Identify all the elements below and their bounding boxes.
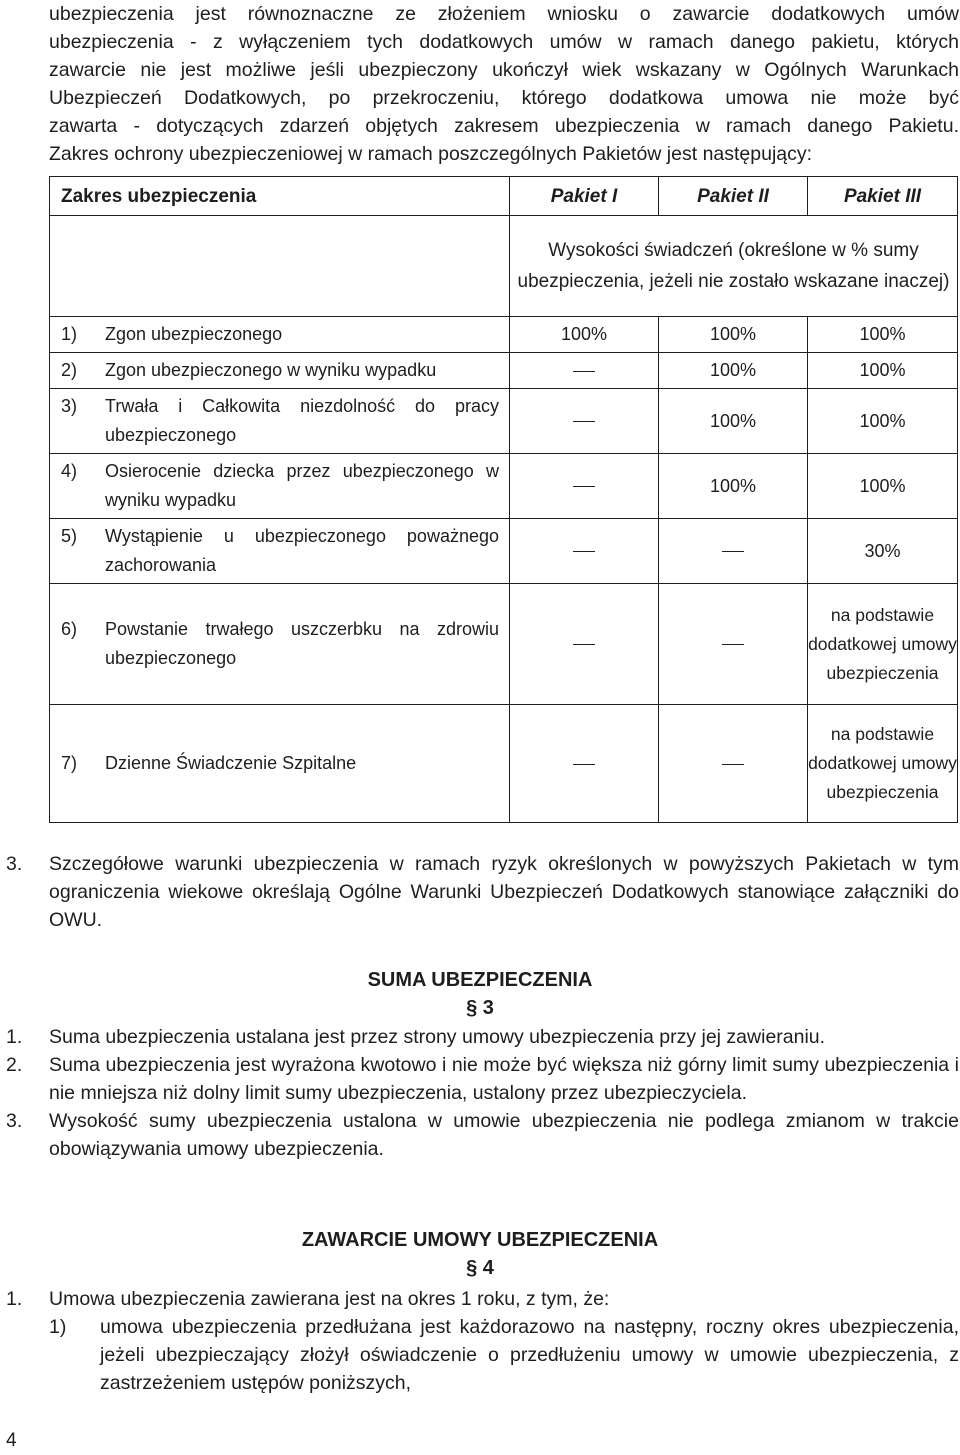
item-text: Wysokość sumy ubezpieczenia ustalona w umowie ubezpieczenia nie podlega zmianom w trakcie obowiązywania umowy ubezpieczenia. — [49, 1110, 959, 1160]
value-cell: 100% — [659, 353, 808, 389]
table-row — [50, 317, 958, 353]
row-label: Powstanie trwałego uszczerbku na zdrowiu ubezpieczonego — [105, 619, 499, 668]
item-number: 1. — [6, 1288, 23, 1310]
dash-cell — [510, 454, 659, 519]
value-cell: 100% — [808, 317, 958, 353]
intro-line: Ubezpieczeń Dodatkowych, po przekroczeniu, którego dodatkowa umowa nie może być — [49, 87, 959, 109]
row-label: Trwała i Całkowita niezdolność do pracy ubezpieczonego — [105, 396, 499, 445]
dash-cell — [659, 519, 808, 584]
dash-mark — [722, 551, 744, 552]
empty-cell — [50, 216, 510, 317]
table-row — [50, 584, 958, 705]
dash-cell — [659, 584, 808, 705]
row-label: Zgon ubezpieczonego w wyniku wypadku — [105, 360, 437, 380]
dash-cell — [510, 519, 659, 584]
page-number: 4 — [6, 1430, 17, 1451]
section-4-paragraph: § 4 — [466, 1257, 494, 1279]
value-cell: 100% — [659, 454, 808, 519]
section-3-list — [0, 1023, 960, 1163]
dash-mark — [573, 486, 595, 487]
dash-mark — [722, 644, 744, 645]
value-cell: 100% — [510, 317, 659, 353]
table-header-row — [50, 177, 958, 216]
list-item — [0, 1023, 960, 1051]
item-number: 2. — [6, 1054, 23, 1076]
value-cell: 30% — [808, 519, 958, 584]
table-row — [50, 705, 958, 823]
row-label: Osierocenie dziecka przez ubezpieczonego w wyniku wypadku — [105, 461, 499, 510]
intro-line: ubezpieczenia jest równoznaczne ze złożeniem wniosku o zawarcie dodatkowych umów — [49, 3, 959, 25]
sub-item-number: 1) — [49, 1316, 67, 1338]
section-4-list — [0, 1285, 960, 1397]
dash-mark — [573, 421, 595, 422]
row-number: 7) — [61, 753, 78, 773]
section-4-title: ZAWARCIE UMOWY UBEZPIECZENIA — [301, 1229, 659, 1251]
table-note-row — [50, 216, 958, 317]
benefit-note: Wysokości świadczeń (określone w % sumy ubezpieczenia, jeżeli nie zostało wskazane inaczej) — [510, 216, 958, 317]
table-row — [50, 519, 958, 584]
dash-mark — [573, 551, 595, 552]
header-pakiet-3: Pakiet III — [808, 177, 958, 216]
intro-line: Zakres ochrony ubezpieczeniowej w ramach poszczególnych Pakietów jest następujący: — [49, 143, 813, 165]
row-number: 4) — [61, 461, 78, 481]
row-number: 1) — [61, 324, 78, 344]
dash-mark — [573, 764, 595, 765]
table-row — [50, 389, 958, 454]
dash-cell — [510, 705, 659, 823]
coverage-table — [49, 176, 958, 823]
item-text: Suma ubezpieczenia ustalana jest przez strony umowy ubezpieczenia przy jej zawieraniu. — [49, 1026, 826, 1048]
dash-mark — [722, 764, 744, 765]
row-label: Wystąpienie u ubezpieczonego poważnego zachorowania — [105, 526, 499, 575]
row-label: Zgon ubezpieczonego — [105, 324, 283, 344]
intro-line: ubezpieczenia - z wyłączeniem tych dodatkowych umów w ramach danego pakietu, których — [49, 31, 959, 53]
value-cell: 100% — [808, 389, 958, 454]
dash-cell — [510, 353, 659, 389]
dash-mark — [573, 371, 595, 372]
row-number: 2) — [61, 360, 78, 380]
sub-item — [0, 1313, 960, 1397]
header-pakiet-1: Pakiet I — [510, 177, 659, 216]
list-item — [0, 1051, 960, 1107]
intro-line: zawarta - dotyczących zdarzeń objętych zakresem ubezpieczenia w ramach danego Pakietu. — [49, 115, 959, 137]
item-text: Szczegółowe warunki ubezpieczenia w ramach ryzyk określonych w powyższych Pakietach w tym ograniczenia wiekowe określają Ogólne Warunki Ubezpieczeń Dodatkowych stanowiące załączniki do OWU. — [49, 853, 959, 931]
value-cell: 100% — [808, 454, 958, 519]
dash-mark — [573, 644, 595, 645]
row-label: Dzienne Świadczenie Szpitalne — [105, 753, 357, 773]
item-text: Suma ubezpieczenia jest wyrażona kwotowo i nie może być większa niż górny limit sumy ubezpieczenia i nie mniejsza niż dolny limit sumy ubezpieczenia, ustalony przez ubezpieczyciela. — [49, 1054, 959, 1104]
table-row — [50, 353, 958, 389]
header-scope: Zakres ubezpieczenia — [50, 177, 510, 216]
value-cell: 100% — [808, 353, 958, 389]
value-cell: na podstawie dodatkowej umowy ubezpieczenia — [808, 705, 958, 823]
item-text: Umowa ubezpieczenia zawierana jest na okres 1 roku, z tym, że: — [49, 1288, 610, 1310]
value-cell: na podstawie dodatkowej umowy ubezpieczenia — [808, 584, 958, 705]
row-number: 6) — [61, 619, 78, 639]
intro-paragraph — [49, 0, 959, 168]
intro-line: zawarcie nie jest możliwe jeśli ubezpieczony ukończył wiek wskazany w Ogólnych Warunkach — [49, 59, 959, 81]
item-3 — [0, 850, 960, 934]
item-number: 3. — [6, 853, 23, 875]
value-cell: 100% — [659, 389, 808, 454]
dash-cell — [510, 584, 659, 705]
row-number: 3) — [61, 396, 78, 416]
section-3-title: SUMA UBEZPIECZENIA — [367, 969, 593, 991]
list-item — [0, 1285, 960, 1313]
section-3-paragraph: § 3 — [466, 997, 494, 1019]
value-cell: 100% — [659, 317, 808, 353]
sub-item-text: umowa ubezpieczenia przedłużana jest każdorazowo na następny, roczny okres ubezpieczenia, jeżeli ubezpieczający złożył oświadczenie o przedłużeniu umowy w umowie ubezpieczenia, z zastrzeżeniem ustępów poniższych, — [100, 1316, 959, 1394]
table-row — [50, 454, 958, 519]
list-item — [0, 1107, 960, 1163]
item-number: 1. — [6, 1026, 23, 1048]
header-pakiet-2: Pakiet II — [659, 177, 808, 216]
dash-cell — [659, 705, 808, 823]
row-number: 5) — [61, 526, 78, 546]
dash-cell — [510, 389, 659, 454]
item-number: 3. — [6, 1110, 23, 1132]
